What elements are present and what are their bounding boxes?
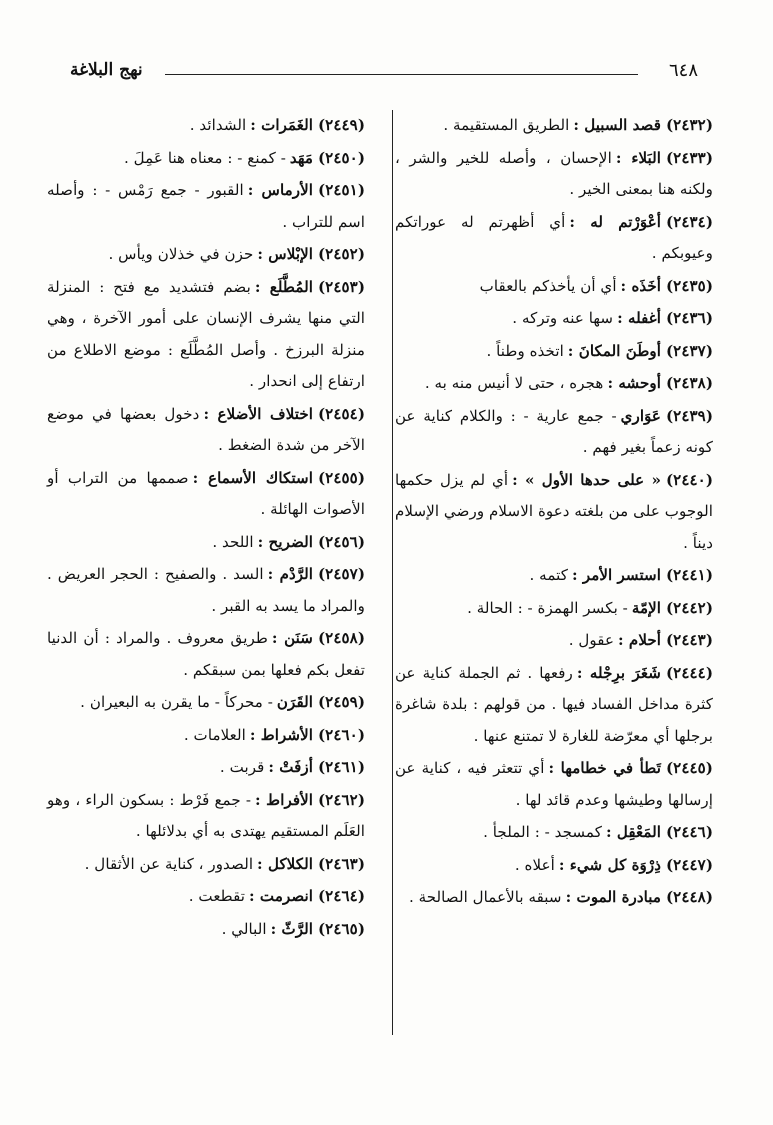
entry-term: المَعْقِل : bbox=[605, 823, 661, 841]
entry-number: (٢٤٤٨) bbox=[665, 888, 713, 906]
entry-definition: سبقه بالأعمال الصالحة . bbox=[408, 888, 562, 906]
entry-definition: اتخذه وطناً . bbox=[486, 341, 564, 360]
entry-number: (٢٤٥٨) bbox=[317, 629, 365, 647]
entry-number: (٢٤٥٥) bbox=[317, 468, 365, 487]
entry-term: الإمّة bbox=[631, 598, 661, 617]
page-header bbox=[70, 58, 698, 88]
entry-definition: بضم فتشديد مع فتح : المنزلة التي منها يشرف الإنسان على أمور الآخرة ، وهي منزلة البرزخ . وأصل المُطَّلَع : موضع الاطلاع من ارتفاع إلى انحدار . bbox=[47, 277, 365, 390]
entry-number: (٢٤٤٤) bbox=[665, 663, 713, 682]
entry-term: أوطَنَ المكانَ : bbox=[567, 341, 661, 360]
entry-term: استسر الأمر : bbox=[571, 566, 661, 584]
entry-number: (٢٤٣٢) bbox=[665, 116, 713, 134]
entry-number: (٢٤٦٥) bbox=[317, 919, 365, 938]
glossary-entry bbox=[47, 175, 365, 238]
entry-term: الأفراط : bbox=[254, 790, 313, 809]
entry-term: استكاك الأسماع : bbox=[192, 468, 313, 487]
entry-term: أغفله : bbox=[617, 309, 661, 327]
glossary-entry bbox=[395, 882, 713, 914]
entry-term: المُطَّلَع : bbox=[254, 277, 313, 296]
entry-definition: صممها من التراب أو الأصوات الهائلة . bbox=[47, 468, 365, 518]
entry-term: مَهَد bbox=[289, 148, 313, 167]
entry-number: (٢٤٤١) bbox=[665, 566, 713, 584]
glossary-entry bbox=[47, 463, 365, 526]
entry-term: أخَذَه : bbox=[620, 276, 661, 295]
entry-term: مبادرة الموت : bbox=[565, 888, 661, 906]
entry-number: (٢٤٤٦) bbox=[665, 823, 713, 841]
glossary-entry bbox=[395, 560, 713, 592]
entry-term: ذِرْوَة كل شيء : bbox=[558, 855, 661, 874]
entry-number: (٢٤٥٣) bbox=[317, 277, 365, 296]
glossary-entry bbox=[47, 623, 365, 686]
glossary-entry bbox=[47, 527, 365, 559]
entry-definition: - كمنع - : معناه هنا عَمِلَ . bbox=[124, 148, 286, 167]
entry-number: (٢٤٥١) bbox=[318, 181, 366, 199]
entry-number: (٢٤٣٤) bbox=[666, 212, 714, 231]
entry-definition: اللحد . bbox=[212, 532, 254, 551]
glossary-entry bbox=[47, 143, 365, 175]
glossary-entry bbox=[395, 143, 713, 206]
glossary-entry bbox=[47, 559, 365, 622]
entry-definition: قربت . bbox=[219, 758, 265, 776]
glossary-entry bbox=[395, 110, 713, 142]
entry-term: تَطأ في خطامها : bbox=[548, 759, 661, 777]
book-title: نهج البلاغة bbox=[70, 60, 143, 80]
entry-definition: تقطعت . bbox=[188, 887, 246, 905]
entry-term: أزفَتْ : bbox=[268, 758, 313, 776]
entry-definition: أي لم يزل حكمها الوجوب على من بلغته دعوة الاسلام ورضي الإسلام ديناً . bbox=[395, 470, 713, 552]
header-rule bbox=[165, 74, 638, 75]
entry-definition: حزن في خذلان ويأس . bbox=[108, 245, 254, 263]
column-divider bbox=[392, 110, 393, 1035]
glossary-entry bbox=[47, 272, 365, 398]
entry-number: (٢٤٦٠) bbox=[317, 725, 365, 744]
glossary-entry bbox=[395, 593, 713, 625]
entry-number: (٢٤٦٤) bbox=[317, 887, 365, 905]
entry-number: (٢٤٤٣) bbox=[665, 631, 713, 649]
entry-number: (٢٤٣٦) bbox=[665, 309, 713, 327]
entry-number: (٢٤٥٠) bbox=[317, 148, 365, 167]
entry-term: عَوَاري bbox=[620, 406, 661, 425]
glossary-entry bbox=[47, 785, 365, 848]
entry-definition: السد . والصفيح : الحجر العريض . والمراد ما يسد به القبر . bbox=[47, 565, 365, 615]
entry-number: (٢٤٥٩) bbox=[317, 693, 365, 711]
glossary-entry bbox=[395, 753, 713, 816]
entry-term: الأشراط : bbox=[249, 725, 313, 744]
entry-definition: القبور - جمع رَمْس - : وأصله اسم للتراب . bbox=[47, 181, 365, 231]
entry-number: (٢٤٦٢) bbox=[317, 790, 365, 809]
entry-number: (٢٤٥٧) bbox=[317, 565, 365, 583]
glossary-entry bbox=[47, 110, 365, 142]
entry-number: (٢٤٥٢) bbox=[317, 245, 365, 263]
entry-number: (٢٤٣٣) bbox=[665, 148, 713, 167]
entry-term: الغَمَرات : bbox=[250, 116, 313, 134]
entry-term: البَلاء : bbox=[615, 148, 661, 167]
glossary-entry bbox=[395, 817, 713, 849]
entry-definition: أعلاه . bbox=[514, 855, 555, 874]
glossary-entry bbox=[395, 465, 713, 560]
entry-definition: سها عنه وتركه . bbox=[512, 309, 614, 327]
glossary-entry bbox=[395, 658, 713, 753]
entry-definition: - جمع فَرْط : بسكون الراء ، وهو العَلَم المستقيم يهتدى به أي بدلائلها . bbox=[47, 790, 365, 840]
entry-definition: الإحسان ، وأصله للخير والشر ، ولكنه هنا بمعنى الخير . bbox=[395, 148, 713, 198]
entry-definition: أي أظهرتم له عوراتكم وعيوبكم . bbox=[395, 212, 713, 262]
glossary-entry bbox=[47, 849, 365, 881]
entry-term: الأرماس : bbox=[247, 181, 313, 199]
glossary-entry bbox=[47, 752, 365, 784]
entry-term: أعْوَرْتم له : bbox=[569, 212, 661, 231]
entry-number: (٢٤٣٩) bbox=[665, 406, 713, 425]
entry-definition: كتمه . bbox=[529, 566, 568, 584]
entry-number: (٢٤٣٥) bbox=[665, 276, 713, 295]
entry-definition: أي تتعثر فيه ، كناية عن إرسالها وطيشها وعدم قائد لها . bbox=[395, 759, 713, 809]
glossary-entry bbox=[395, 401, 713, 464]
glossary-entry bbox=[395, 207, 713, 270]
entry-term: قصد السبيل : bbox=[573, 116, 661, 134]
entry-definition: هجره ، حتى لا أنيس منه به . bbox=[424, 374, 604, 392]
entry-definition: - محركاً - ما يقرن به البعيران . bbox=[80, 693, 273, 711]
entry-definition: - جمع عارية - : والكلام كناية عن كونه زعماً بغير فهم . bbox=[395, 406, 713, 456]
entry-term: الضريح : bbox=[257, 532, 313, 551]
entry-number: (٢٤٥٤) bbox=[317, 404, 365, 423]
entry-term: شَغَرَ برِجْله : bbox=[576, 663, 661, 682]
page-number: ٦٤٨ bbox=[668, 60, 698, 81]
glossary-entry bbox=[47, 720, 365, 752]
entry-definition: الشدائد . bbox=[189, 116, 247, 134]
entry-number: (٢٤٦٣) bbox=[317, 854, 365, 873]
entry-term: سَنَن : bbox=[271, 629, 313, 647]
glossary-entry bbox=[395, 271, 713, 303]
entry-term: أحلام : bbox=[618, 631, 661, 649]
entry-term: الرَّثّ : bbox=[270, 919, 313, 938]
entry-definition: دخول بعضها في موضع الآخر من شدة الضغط . bbox=[47, 404, 365, 454]
entry-definition: رفعها . ثم الجملة كناية عن كثرة مداخل الفساد فيها . من قولهم : بلدة شاغرة برجلها أي معرّضة للغارة لا تمتنع عنها . bbox=[395, 663, 713, 745]
glossary-entry bbox=[47, 399, 365, 462]
entry-definition: الصدور ، كناية عن الأثقال . bbox=[84, 854, 254, 873]
glossary-entry bbox=[395, 336, 713, 368]
entry-term: الرَّدْم : bbox=[267, 565, 313, 583]
entry-number: (٢٤٦١) bbox=[317, 758, 365, 776]
glossary-entry bbox=[47, 914, 365, 946]
entry-term: القَرَن bbox=[276, 693, 313, 711]
glossary-entry bbox=[47, 239, 365, 271]
glossary-entry bbox=[47, 881, 365, 913]
entry-number: (٢٤٤٧) bbox=[665, 855, 713, 874]
entry-term: انصرمت : bbox=[249, 887, 313, 905]
glossary-entry bbox=[395, 368, 713, 400]
entry-definition: كمسجد - : الملجأ . bbox=[483, 823, 602, 841]
entry-definition: أي أن يأخذكم بالعقاب bbox=[479, 276, 617, 295]
right-column bbox=[395, 110, 713, 915]
entry-definition: - بكسر الهمزة - : الحالة . bbox=[467, 598, 628, 617]
glossary-entry bbox=[47, 687, 365, 719]
entry-number: (٢٤٤٥) bbox=[665, 759, 713, 777]
entry-term: أوحشه : bbox=[607, 374, 661, 392]
glossary-entry bbox=[395, 850, 713, 882]
entry-term: اختلاف الأضلاع : bbox=[203, 404, 313, 423]
entry-definition: الطريق المستقيمة . bbox=[443, 116, 570, 134]
entry-number: (٢٤٣٨) bbox=[665, 374, 713, 392]
entry-number: (٢٤٥٦) bbox=[317, 532, 365, 551]
entry-number: (٢٤٤٩) bbox=[317, 116, 365, 134]
entry-term: الكلاكل : bbox=[257, 854, 313, 873]
entry-definition: عقول . bbox=[568, 631, 615, 649]
glossary-entry bbox=[395, 303, 713, 335]
entry-definition: البالي . bbox=[221, 919, 267, 938]
entry-definition: طريق معروف . والمراد : أن الدنيا تفعل بكم فعلها بمن سبقكم . bbox=[47, 629, 365, 679]
entry-term: الإبْلاس : bbox=[257, 245, 313, 263]
left-column bbox=[47, 110, 365, 946]
glossary-entry bbox=[395, 625, 713, 657]
entry-number: (٢٤٤٢) bbox=[665, 598, 713, 617]
entry-number: (٢٤٤٠) bbox=[665, 470, 713, 489]
entry-number: (٢٤٣٧) bbox=[665, 341, 713, 360]
entry-term: « على حدها الأول » : bbox=[512, 470, 661, 489]
entry-definition: العلامات . bbox=[183, 725, 246, 744]
